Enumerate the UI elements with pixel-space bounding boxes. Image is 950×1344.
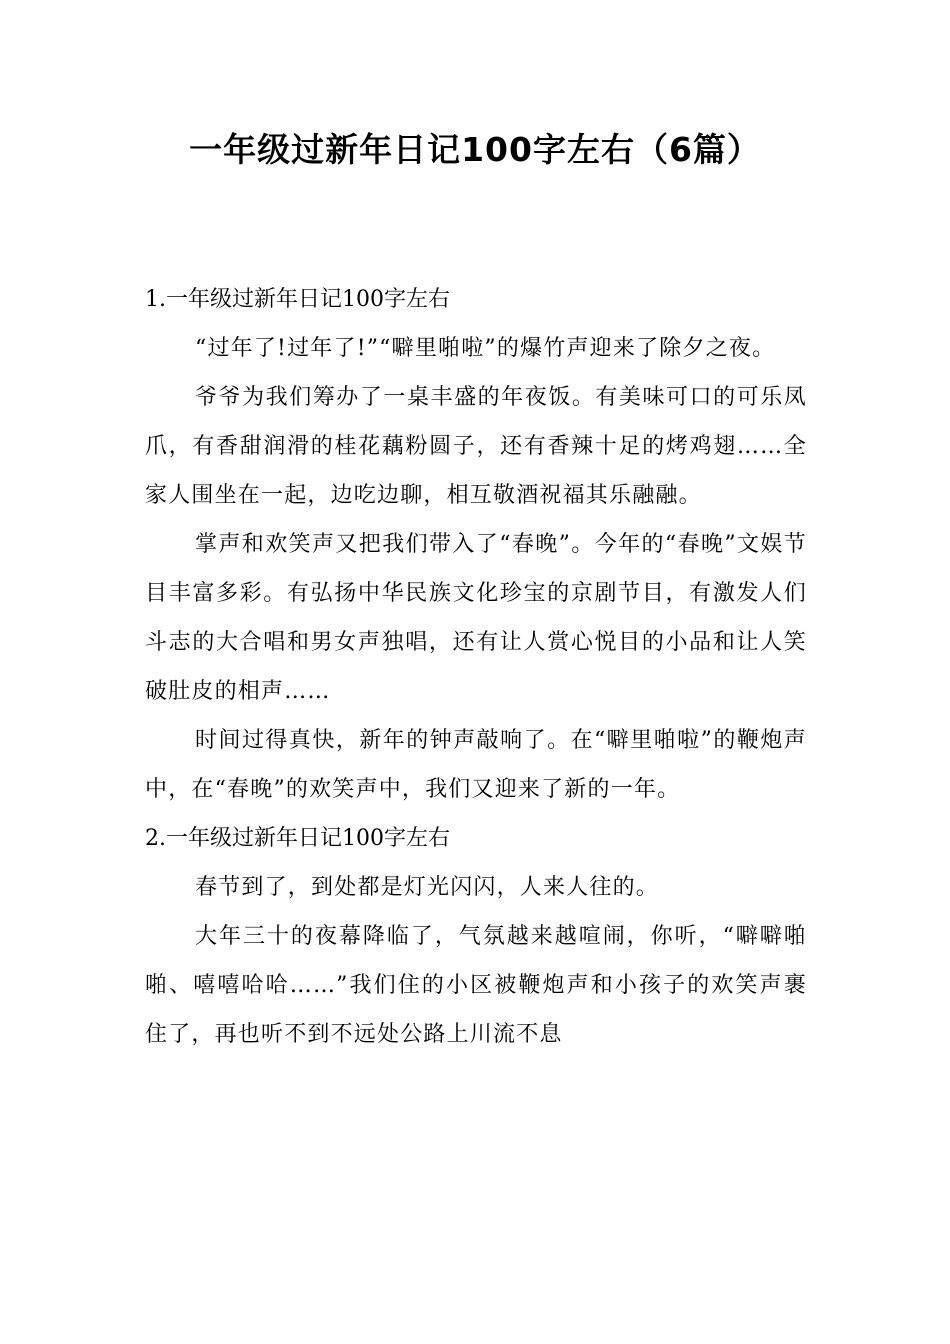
paragraph: 春节到了，到处都是灯光闪闪，人来人往的。 (195, 875, 660, 900)
paragraph: 时间过得真快，新年的钟声敲响了。在“噼里啪啦”的鞭炮声中，在“春晚”的欢笑声中，我们又迎来了新的一年。 (145, 728, 807, 802)
section-heading: 2.一年级过新年日记100字左右 (145, 826, 450, 851)
document-title: 一年级过新年日记100字左右（6篇） (189, 130, 761, 169)
section-heading: 1.一年级过新年日记100字左右 (145, 287, 450, 312)
diary-section-1 (145, 275, 807, 814)
paragraph: “过年了!过年了!”“噼里啪啦”的爆竹声迎来了除夕之夜。 (195, 336, 776, 361)
document-body (145, 275, 807, 1059)
paragraph: 掌声和欢笑声又把我们带入了“春晚”。今年的“春晚”文娱节目丰富多彩。有弘扬中华民族文化珍宝的京剧节目，有激发人们斗志的大合唱和男女声独唱，还有让人赏心悦目的小品和让人笑破肚皮的相声…… (145, 532, 807, 704)
paragraph: 爷爷为我们筹办了一桌丰盛的年夜饭。有美味可口的可乐凤爪，有香甜润滑的桂花藕粉圆子，还有香辣十足的烤鸡翅……全家人围坐在一起，边吃边聊，相互敬酒祝福其乐融融。 (145, 385, 807, 508)
paragraph: 大年三十的夜幕降临了，气氛越来越喧闹，你听，“噼噼啪啪、嘻嘻哈哈……”我们住的小区被鞭炮声和小孩子的欢笑声裹住了，再也听不到不远处公路上川流不息 (145, 924, 807, 1047)
diary-section-2 (145, 814, 807, 1059)
